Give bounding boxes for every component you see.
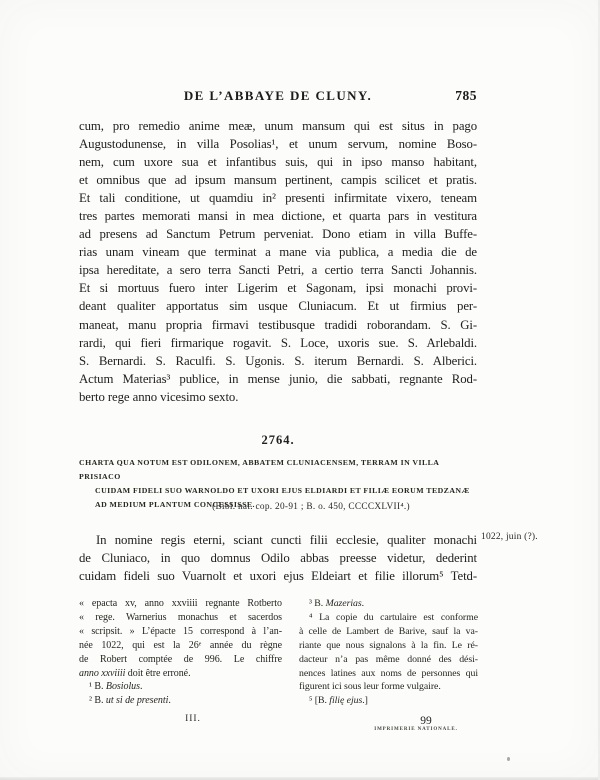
italic-phrase: filię ejus — [329, 695, 363, 707]
footnote-line: née 1022, qui est la 26ᵉ année du règne — [79, 639, 282, 651]
charter-2763-line: cum, pro remedio anime meæ, unum mansum qui est situs in pago — [79, 119, 477, 133]
charter-2763-line: Augustodunense, in villa Posolias¹, et unum servum, nomine Boso- — [79, 137, 477, 152]
charter-2763-line: berto rege anno vicesimo sexto. — [79, 389, 239, 404]
italic-phrase: Mazerias — [325, 598, 362, 609]
footnote-line: « epacta xv, anno xxviiii regnante Rotberto — [79, 598, 282, 609]
sheet-signature: 99 — [420, 715, 432, 727]
charter-2763-line: Et tali conditione, ut quamdiu in² presenti infirmitate vixero, teneam — [79, 191, 477, 206]
paper-speck — [507, 757, 510, 761]
charter-2763-line: nem, cum uxore sua et infantibus suis, qui in ipso manso habitant, — [79, 155, 477, 170]
printer-imprint: IMPRIMERIE NATIONALE. — [374, 727, 458, 732]
footnote-line: à celle de Lambert de Barive, sauf la va- — [299, 625, 478, 637]
footnote-line: riante que nous signalons à la fin. Le ré- — [299, 639, 478, 651]
page-number: 785 — [455, 88, 477, 103]
charter-2763-line: Et si mortuus fuero inter Ligerim et Sagonam, ipsi monachi provi- — [79, 281, 477, 296]
footnote-line: ⁴ La copie du cartulaire est conforme — [309, 611, 478, 623]
charter-2764-line: In nomine regis eterni, sciant cuncti filii ecclesie, qualiter monachi — [96, 533, 477, 547]
footnote-line: nences latines aux noms de personnes qui — [299, 667, 478, 679]
footnote-line: de Robert comptée de 996. Le chiffre — [79, 653, 282, 665]
charter-2763-line: Actum Materias³ publice, in mense junio, die sabbati, regnante Rod- — [79, 371, 477, 386]
summary-line: CUIDAM FIDELI SUO WARNOLDO ET UXORI EJUS ELDIARDI ET FILIÆ EORUM TEDZANÆ — [95, 486, 470, 495]
footnote-column-left — [79, 597, 282, 708]
footnote-column-right — [299, 597, 478, 708]
margin-date-note: 1022, juin (?). — [481, 532, 538, 542]
charter-2763-line: S. Bernardi. S. Raculfi. S. Ugonis. S. iterum Bernardi. S. Alberici. — [79, 353, 477, 368]
footnote-line: dacteur n’a pas même donné des dési- — [299, 653, 478, 665]
footnote-line — [79, 667, 282, 681]
italic-phrase: ut si de presenti — [105, 695, 169, 707]
footnote-line: « scripsit. » L’épacte 15 correspond à l’an- — [79, 625, 282, 637]
charter-2763-line: ipsa hereditate, a sero terra Sancti Petri, a certio terra Sancti Johannis. — [79, 263, 477, 278]
charter-2764-line: cuidam fideli suo Vuarnolt et uxori ejus Eldeiart et filie illorum⁵ Tetd- — [79, 569, 477, 584]
phrase: doit être erroné. — [125, 667, 191, 679]
charter-2763-line: maneat, manu propria firmavi testibusque tradidi roborandam. S. Gi- — [79, 317, 477, 332]
footnote-line: ² B. ut si de presenti. — [89, 695, 171, 707]
charter-2763-line: ad presens ad Sanctum Petrum perveniat. Dono etiam in villa Buffe- — [79, 227, 477, 242]
charter-2763-line: tres partes memorati mansi in mea dictione, et quarta pars in vestitura — [79, 209, 477, 224]
charter-2764-text — [79, 531, 477, 585]
footnote-line: ¹ B. Bosiolus. — [89, 681, 143, 693]
summary-line: CHARTA QUA NOTUM EST ODILONEM, ABBATEM CLUNIACENSEM, TERRAM IN VILLA PRISIACO — [79, 458, 439, 481]
charter-2763-line: rias unam vineam que terminat a mane via publica, a media die de — [79, 245, 477, 260]
footnote-line: figurent ici sous leur forme vulgaire. — [299, 681, 441, 693]
entry-number: 2764. — [261, 433, 295, 447]
charter-2763-text — [79, 117, 477, 406]
entry-source-reference: (Bibl. nat. cop. 20-91 ; B. o. 450, CCCCXLVII⁴.) — [212, 502, 410, 512]
italic-phrase: Bosiolus — [105, 681, 140, 693]
summary-line: AD MEDIUM PLANTUM CONCESSISSE. — [95, 500, 255, 509]
charter-2764-line: de Cluniaco, in quo domnus Odilo abbas preesse videtur, dederint — [79, 551, 477, 566]
running-title: DE L’ABBAYE DE CLUNY. — [183, 88, 373, 103]
charter-2763-line: deant qualiter apportatus sim usque Cluniacum. Et ut firmius per- — [79, 299, 477, 314]
footnote-line: ³ B. Mazerias. — [309, 598, 365, 609]
footnote-line: ⁵ [B. filię ejus.] — [309, 695, 368, 707]
italic-phrase: anno xxviiii — [79, 667, 126, 679]
footnote-line: « rege. Warnerius monachus et sacerdos — [79, 611, 282, 623]
charter-2763-line: rardi, qui fieri firmarique rogavit. S. Loce, uxoris sue. S. Arlebaldi. — [79, 335, 477, 350]
charter-2763-line: et omnibus que ad ipsum mansum pertinent, campis scilicet et pratis. — [79, 173, 477, 188]
volume-signature: III. — [185, 714, 201, 724]
